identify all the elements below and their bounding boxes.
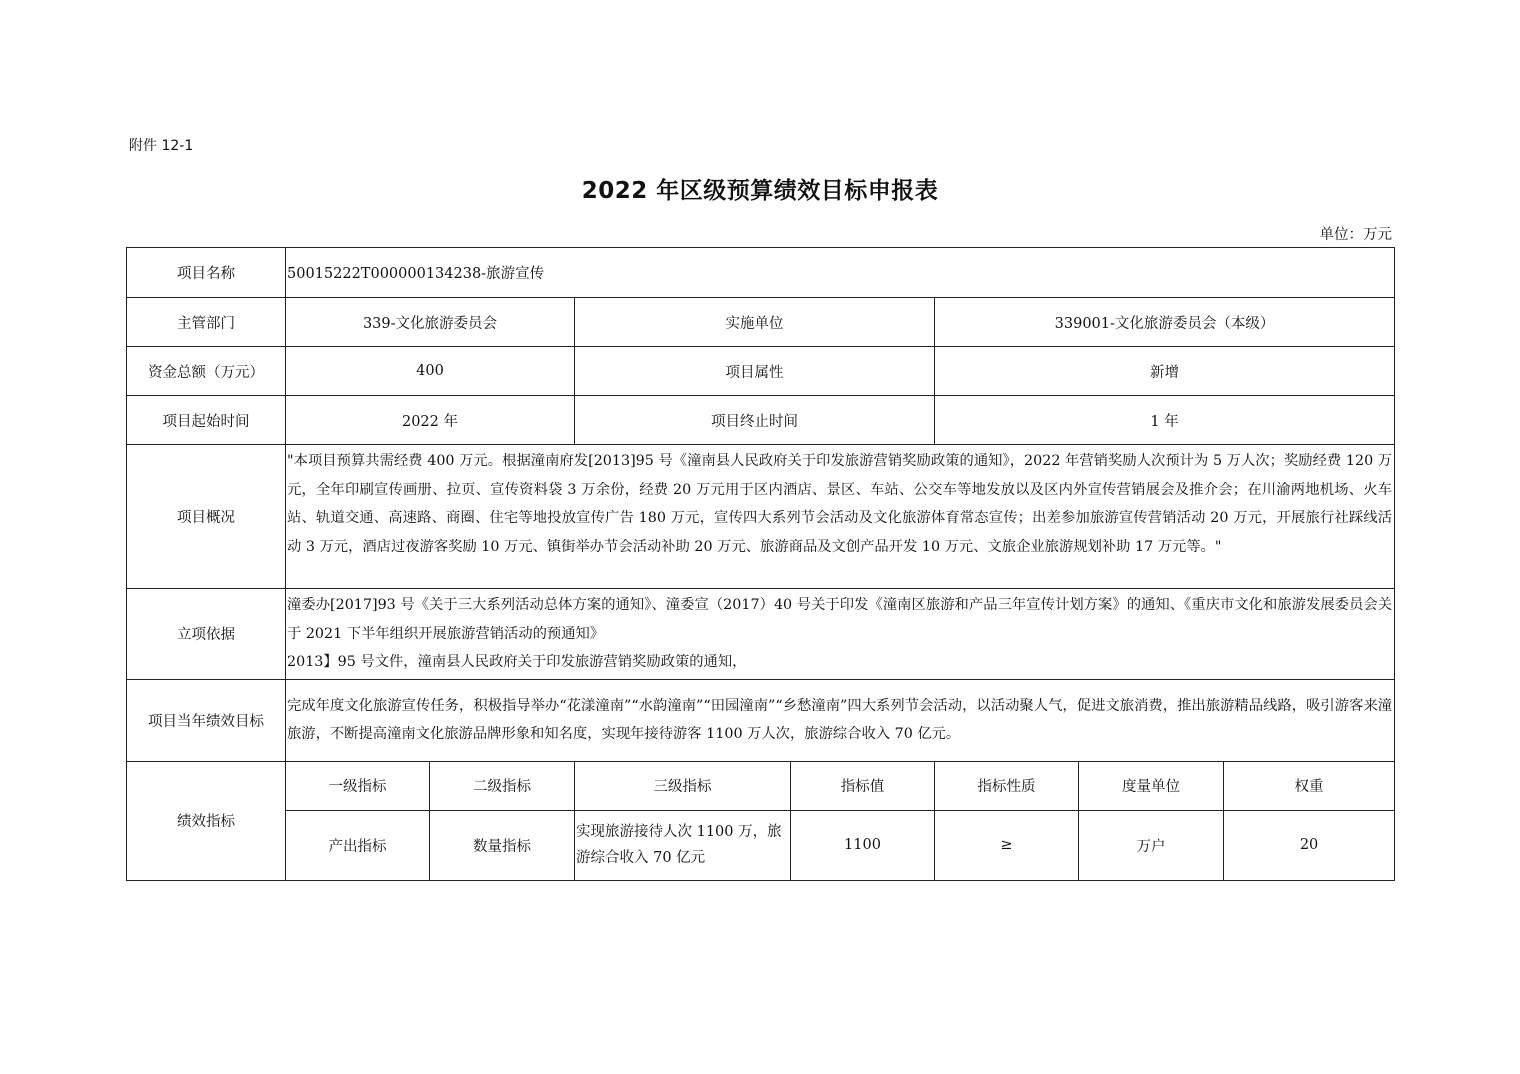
indicators-label: 绩效指标 [127, 761, 286, 880]
row-basis [127, 589, 1395, 680]
implementing-unit-label: 实施单位 [575, 298, 935, 347]
implementing-unit-value: 339001-文化旅游委员会（本级） [935, 298, 1395, 347]
table-row [127, 810, 1395, 880]
total-funds-value: 400 [286, 347, 575, 396]
project-attribute-value: 新增 [935, 347, 1395, 396]
performance-target-table [126, 247, 1395, 881]
basis-text [286, 589, 1395, 680]
header-unit: 度量单位 [1079, 761, 1224, 810]
header-level3: 三级指标 [575, 761, 791, 810]
department-label: 主管部门 [127, 298, 286, 347]
row-funds [127, 347, 1395, 396]
row-project-name [127, 248, 1395, 298]
row-overview [127, 445, 1395, 589]
row-department [127, 298, 1395, 347]
attachment-label: 附件 12-1 [129, 138, 194, 154]
indicator-nature: ≥ [935, 810, 1079, 880]
indicator-level1: 产出指标 [286, 810, 430, 880]
project-name-value: 50015222T000000134238-旅游宣传 [286, 248, 1395, 298]
indicator-value: 1100 [791, 810, 935, 880]
header-value: 指标值 [791, 761, 935, 810]
overview-text: "本项目预算共需经费 400 万元。根据潼南府发[2013]95 号《潼南县人民政府关于印发旅游营销奖励政策的通知》，2022 年营销奖励人次预计为 5 万人次；奖励经费 120 万元，全年印刷宣传画册、拉页、宣传资料袋 3 万余份，经费 20 万元用于区内酒店、景区、车站、公交车等地发放以及区内外宣传营销展会及推介会；在川渝两地机场、火车站、轨道交通、高速路、商圈、住宅等地投放宣传广告 180 万元，宣传四大系列节会活动及文化旅游体育常态宣传；出差参加旅游宣传营销活动 20 万元，开展旅行社踩线活动 3 万元，酒店过夜游客奖励 10 万元、镇街举办节会活动补助 20 万元、旅游商品及文创产品开发 10 万元、文旅企业旅游规划补助 17 万元等。" [286, 445, 1395, 589]
header-level1: 一级指标 [286, 761, 430, 810]
project-attribute-label: 项目属性 [575, 347, 935, 396]
overview-label: 项目概况 [127, 445, 286, 589]
basis-line-2: 2013】95 号文件，潼南县人民政府关于印发旅游营销奖励政策的通知， [287, 654, 747, 671]
header-nature: 指标性质 [935, 761, 1079, 810]
start-time-label: 项目起始时间 [127, 396, 286, 445]
row-time [127, 396, 1395, 445]
indicator-level3: 实现旅游接待人次 1100 万，旅游综合收入 70 亿元 [575, 810, 791, 880]
goal-text: 完成年度文化旅游宣传任务，积极指导举办“花漾潼南”“水韵潼南”“田园潼南”“乡愁潼南”四大系列节会活动，以活动聚人气，促进文旅消费，推出旅游精品线路，吸引游客来潼旅游，不断提高潼南文化旅游品牌形象和知名度，实现年接待游客 1100 万人次，旅游综合收入 70 亿元。 [286, 679, 1395, 761]
total-funds-label: 资金总额（万元） [127, 347, 286, 396]
unit-label: 单位：万元 [1319, 227, 1392, 243]
indicator-weight: 20 [1224, 810, 1395, 880]
indicator-unit: 万户 [1079, 810, 1224, 880]
indicator-level2: 数量指标 [430, 810, 575, 880]
header-level2: 二级指标 [430, 761, 575, 810]
goal-label: 项目当年绩效目标 [127, 679, 286, 761]
project-name-label: 项目名称 [127, 248, 286, 298]
end-time-value: 1 年 [935, 396, 1395, 445]
row-indicator-headers [127, 761, 1395, 810]
department-value: 339-文化旅游委员会 [286, 298, 575, 347]
start-time-value: 2022 年 [286, 396, 575, 445]
row-goal [127, 679, 1395, 761]
page-title: 2022 年区级预算绩效目标申报表 [581, 178, 939, 204]
basis-label: 立项依据 [127, 589, 286, 680]
basis-line-1: 潼委办[2017]93 号《关于三大系列活动总体方案的通知》、潼委宣（2017）40 号关于印发《潼南区旅游和产品三年宣传计划方案》的通知、《重庆市文化和旅游发展委员会关于 2021 下半年组织开展旅游营销活动的预通知》 [287, 597, 1393, 642]
header-weight: 权重 [1224, 761, 1395, 810]
end-time-label: 项目终止时间 [575, 396, 935, 445]
